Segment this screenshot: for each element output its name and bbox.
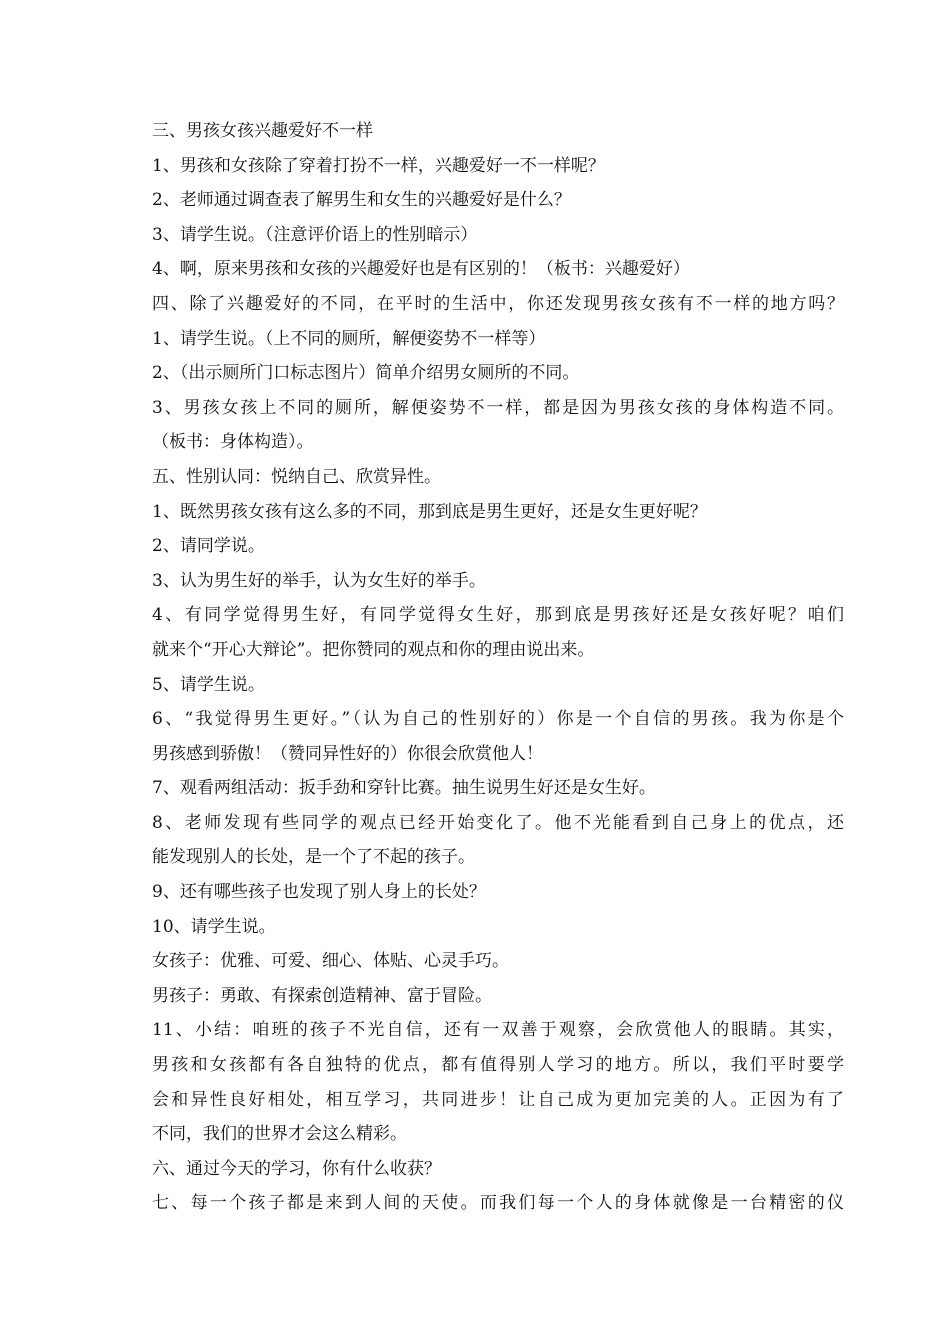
paragraph-line: 2、（出示厕所门口标志图片）简单介绍男女厕所的不同。: [152, 363, 580, 384]
paragraph-line: 2、老师通过调查表了解男生和女生的兴趣爱好是什么？: [152, 190, 571, 211]
section-heading-5: 五、性别认同：悦纳自己、欣赏异性。: [152, 466, 441, 487]
paragraph-line: 男孩感到骄傲！（赞同异性好的）你很会欣赏他人！: [152, 743, 543, 764]
paragraph-line: 3、认为男生好的举手，认为女生好的举手。: [152, 570, 486, 591]
paragraph-line: 2、请同学说。: [152, 536, 265, 557]
paragraph-line: 3、男孩女孩上不同的厕所，解便姿势不一样，都是因为男孩女孩的身体构造不同。: [152, 397, 844, 418]
paragraph-line: 会和异性良好相处，相互学习，共同进步！让自己成为更加完美的人。正因为有了: [152, 1089, 844, 1110]
paragraph-line: 男孩子：勇敢、有探索创造精神、富于冒险。: [152, 985, 492, 1006]
paragraph-line: 女孩子：优雅、可爱、细心、体贴、心灵手巧。: [152, 951, 509, 972]
paragraph-line: 1、既然男孩女孩有这么多的不同，那到底是男生更好，还是女生更好呢？: [152, 501, 707, 522]
paragraph-line: 3、请学生说。（注意评价语上的性别暗示）: [152, 224, 478, 245]
paragraph-line: 7、观看两组活动：扳手劲和穿针比赛。抽生说男生好还是女生好。: [152, 778, 656, 799]
section-heading-7: 七、每一个孩子都是来到人间的天使。而我们每一个人的身体就像是一台精密的仪: [152, 1193, 844, 1214]
paragraph-line: 10、请学生说。: [152, 916, 276, 937]
document-body: [152, 114, 844, 1221]
paragraph-line: 4、啊，原来男孩和女孩的兴趣爱好也是有区别的！（板书：兴趣爱好）: [152, 259, 690, 280]
paragraph-line: 4、有同学觉得男生好，有同学觉得女生好，那到底是男孩好还是女孩好呢？咱们: [152, 605, 844, 626]
paragraph-line: 9、还有哪些孩子也发现了别人身上的长处？: [152, 882, 486, 903]
paragraph-line: 5、请学生说。: [152, 674, 265, 695]
paragraph-line: 1、请学生说。（上不同的厕所，解便姿势不一样等）: [152, 328, 546, 349]
paragraph-line: 男孩和女孩都有各自独特的优点，都有值得别人学习的地方。所以，我们平时要学: [152, 1055, 844, 1076]
paragraph-line: 能发现别人的长处，是一个了不起的孩子。: [152, 847, 475, 868]
section-heading-6: 六、通过今天的学习，你有什么收获？: [152, 1158, 441, 1179]
paragraph-line: 8、老师发现有些同学的观点已经开始变化了。他不光能看到自己身上的优点，还: [152, 812, 844, 833]
section-heading-3: 三、男孩女孩兴趣爱好不一样: [152, 121, 373, 141]
paragraph-line: （板书：身体构造）。: [152, 432, 314, 453]
paragraph-line: 6、“我觉得男生更好。”（认为自己的性别好的）你是一个自信的男孩。我为你是个: [152, 709, 844, 730]
section-heading-4: 四、除了兴趣爱好的不同，在平时的生活中，你还发现男孩女孩有不一样的地方吗？: [152, 293, 844, 314]
paragraph-line: 1、男孩和女孩除了穿着打扮不一样，兴趣爱好一不一样呢？: [152, 155, 605, 176]
paragraph-line: 11、小结：咱班的孩子不光自信，还有一双善于观察，会欣赏他人的眼睛。其实，: [152, 1020, 844, 1041]
paragraph-line: 不同，我们的世界才会这么精彩。: [152, 1124, 407, 1145]
paragraph-line: 就来个“开心大辩论”。把你赞同的观点和你的理由说出来。: [152, 639, 595, 660]
